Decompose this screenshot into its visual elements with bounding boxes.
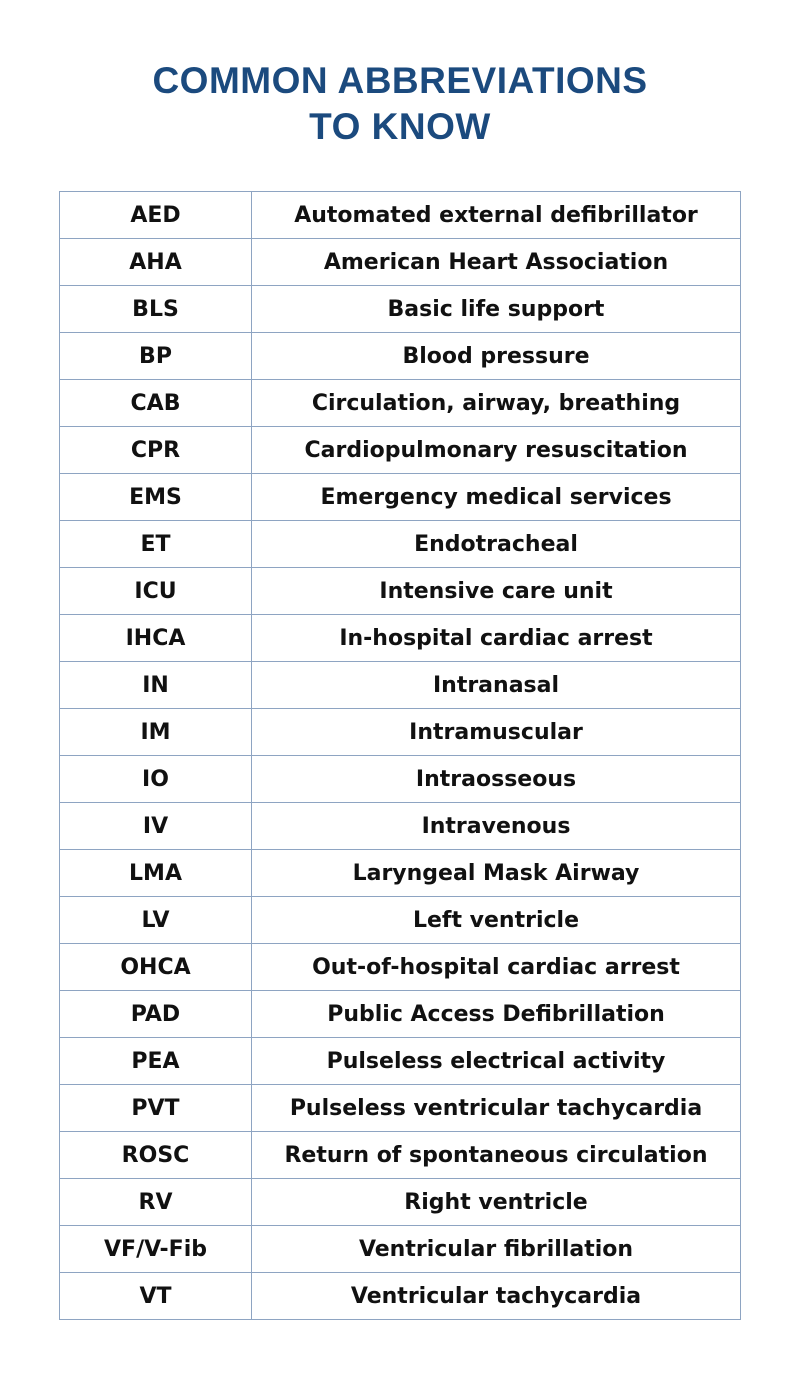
table-row [60, 1038, 741, 1085]
abbreviation-cell: ROSC [60, 1132, 252, 1179]
abbreviation-cell: LMA [60, 850, 252, 897]
abbreviation-cell: CAB [60, 380, 252, 427]
abbreviation-cell: RV [60, 1179, 252, 1226]
table-row [60, 662, 741, 709]
meaning-cell: Blood pressure [252, 333, 741, 380]
meaning-cell: Emergency medical services [252, 474, 741, 521]
table-row [60, 991, 741, 1038]
table-row [60, 474, 741, 521]
table-row [60, 192, 741, 239]
meaning-cell: Intravenous [252, 803, 741, 850]
meaning-cell: Basic life support [252, 286, 741, 333]
meaning-cell: Intraosseous [252, 756, 741, 803]
meaning-cell: American Heart Association [252, 239, 741, 286]
meaning-cell: Pulseless ventricular tachycardia [252, 1085, 741, 1132]
table-row [60, 944, 741, 991]
title-line-2: TO KNOW [309, 106, 491, 147]
abbreviation-cell: AED [60, 192, 252, 239]
abbreviation-cell: OHCA [60, 944, 252, 991]
meaning-cell: Circulation, airway, breathing [252, 380, 741, 427]
table-row [60, 709, 741, 756]
abbreviation-cell: PAD [60, 991, 252, 1038]
table-row [60, 380, 741, 427]
page-title [0, 58, 800, 150]
meaning-cell: Endotracheal [252, 521, 741, 568]
abbreviation-cell: EMS [60, 474, 252, 521]
abbreviation-cell: CPR [60, 427, 252, 474]
meaning-cell: Laryngeal Mask Airway [252, 850, 741, 897]
table-row [60, 1226, 741, 1273]
abbreviation-cell: IO [60, 756, 252, 803]
table-row [60, 521, 741, 568]
table-row [60, 897, 741, 944]
table-row [60, 1179, 741, 1226]
meaning-cell: Ventricular tachycardia [252, 1273, 741, 1320]
abbreviation-cell: ICU [60, 568, 252, 615]
table-row [60, 333, 741, 380]
table-row [60, 850, 741, 897]
abbreviation-cell: VF/V-Fib [60, 1226, 252, 1273]
table-row [60, 239, 741, 286]
abbreviation-cell: PEA [60, 1038, 252, 1085]
table-row [60, 1085, 741, 1132]
table-row [60, 615, 741, 662]
meaning-cell: Left ventricle [252, 897, 741, 944]
meaning-cell: Right ventricle [252, 1179, 741, 1226]
table-row [60, 803, 741, 850]
table-row [60, 286, 741, 333]
abbreviation-cell: IV [60, 803, 252, 850]
abbreviation-cell: IM [60, 709, 252, 756]
meaning-cell: Pulseless electrical activity [252, 1038, 741, 1085]
abbreviation-cell: BP [60, 333, 252, 380]
title-line-1: COMMON ABBREVIATIONS [152, 60, 648, 101]
table-row [60, 1273, 741, 1320]
meaning-cell: Intranasal [252, 662, 741, 709]
abbreviation-cell: AHA [60, 239, 252, 286]
abbreviation-cell: BLS [60, 286, 252, 333]
meaning-cell: Ventricular fibrillation [252, 1226, 741, 1273]
abbreviation-cell: VT [60, 1273, 252, 1320]
abbreviation-cell: PVT [60, 1085, 252, 1132]
meaning-cell: Cardiopulmonary resuscitation [252, 427, 741, 474]
meaning-cell: Intensive care unit [252, 568, 741, 615]
table-row [60, 1132, 741, 1179]
meaning-cell: Public Access Defibrillation [252, 991, 741, 1038]
meaning-cell: Intramuscular [252, 709, 741, 756]
table-row [60, 427, 741, 474]
meaning-cell: In-hospital cardiac arrest [252, 615, 741, 662]
abbreviations-table [59, 191, 741, 1320]
meaning-cell: Return of spontaneous circulation [252, 1132, 741, 1179]
abbreviation-cell: LV [60, 897, 252, 944]
meaning-cell: Automated external defibrillator [252, 192, 741, 239]
meaning-cell: Out-of-hospital cardiac arrest [252, 944, 741, 991]
table-row [60, 568, 741, 615]
abbreviation-cell: IN [60, 662, 252, 709]
abbreviation-cell: ET [60, 521, 252, 568]
table-row [60, 756, 741, 803]
abbreviation-cell: IHCA [60, 615, 252, 662]
